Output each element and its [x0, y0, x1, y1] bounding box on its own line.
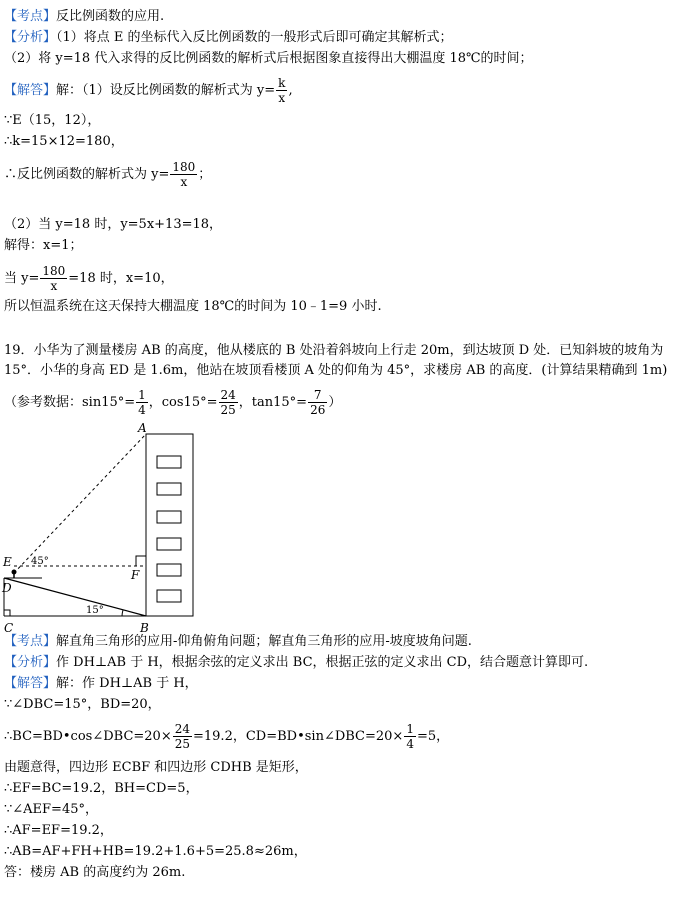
kaodian-line — [4, 8, 164, 26]
label-a: A — [138, 421, 147, 435]
fraction-numerator: 7 — [308, 388, 327, 403]
angle-label-15: 15° — [86, 605, 104, 616]
building-window — [157, 456, 181, 468]
fraction-numerator: 180 — [42, 264, 66, 278]
rectangle-line: 由题意得，四边形 ECBF 和四边形 CDHB 是矩形， — [4, 760, 308, 775]
geometry-figure — [0, 418, 200, 634]
when-line — [4, 264, 174, 293]
kaodian-tag: 【考点】 — [4, 634, 57, 649]
jieda-line — [4, 76, 293, 105]
angle-arc-b — [122, 610, 123, 616]
fraction-denominator: x — [180, 175, 188, 189]
fraction-denominator: 4 — [406, 737, 414, 751]
punct: ； — [198, 167, 212, 182]
label-e: E — [3, 555, 12, 569]
building-window — [157, 511, 181, 523]
kaodian-line-19 — [4, 633, 472, 651]
fenxi-line-2: （2）将 y=18 代入求得的反比例函数的解析式后根据图象直接得出大棚温度 18℃的时间； — [4, 51, 533, 66]
building-outline — [146, 434, 193, 616]
fraction-denominator: 4 — [138, 403, 146, 417]
jieda-tag: 【解答】 — [4, 83, 57, 98]
bc-mid-text: =19.2，CD=BD•sin∠DBC=20× — [193, 729, 404, 744]
fraction-numerator: k — [278, 76, 286, 90]
when-text: 当 y= — [4, 271, 40, 286]
fenxi-tag: 【分析】 — [4, 655, 57, 670]
problem-line-1: 19．小华为了测量楼房 AB 的高度，他从楼底的 B 处沿着斜坡向上行走 20m，到达坡顶 D 处．已知斜坡的坡角为 — [4, 343, 664, 358]
fraction-denominator: x — [50, 279, 58, 293]
building-window — [157, 564, 181, 576]
problem-line-2: 15°．小华的身高 ED 是 1.6m，他站在坡顶看楼顶 A 处的仰角为 45°，求楼房 AB 的高度．(计算结果精确到 1m) — [4, 363, 668, 378]
angle-label-45: 45° — [31, 556, 49, 567]
ref-text: ，tan15°= — [238, 395, 308, 410]
jieda-line-19 — [4, 675, 198, 693]
ref-text: ，cos15°= — [148, 395, 218, 410]
fraction-1-4 — [404, 722, 416, 751]
right-angle-mark-f — [136, 556, 146, 566]
part2-line: （2）当 y=18 时，y=5x+13=18， — [4, 217, 223, 232]
fraction-denominator: x — [278, 91, 286, 105]
kaodian-text: 反比例函数的应用. — [56, 9, 165, 24]
fraction-numerator: 1 — [406, 722, 414, 736]
fraction-180-over-x — [170, 160, 197, 189]
label-f: F — [131, 568, 140, 582]
fraction-k-over-x — [276, 76, 287, 105]
ref-text: ） — [328, 395, 342, 410]
solve-x1-line: 解得：x=1； — [4, 238, 83, 253]
fenxi-line-19 — [4, 654, 588, 672]
building-window — [157, 590, 181, 602]
sight-line-ea — [14, 434, 146, 573]
right-angle-mark-c — [4, 610, 10, 616]
fraction-tan15 — [308, 388, 327, 417]
jieda-text: 解：（1）设反比例函数的解析式为 y= — [56, 83, 276, 98]
eye-point-e — [12, 570, 17, 575]
fenxi-text: 作 DH⊥AB 于 H，根据余弦的定义求出 BC，根据正弦的定义求出 CD，结合题意计算即可. — [56, 655, 589, 670]
conclusion-line: 所以恒温系统在这天保持大棚温度 18℃的时间为 10﹣1=9 小时. — [4, 299, 382, 314]
fraction-cos15 — [219, 388, 238, 417]
fraction-numerator: 180 — [172, 160, 196, 174]
label-d: D — [2, 581, 12, 595]
given-dbc-line: ∵∠DBC=15°，BD=20， — [4, 697, 161, 712]
fraction-numerator: 24 — [174, 722, 190, 736]
fraction-numerator: 1 — [138, 388, 146, 402]
ab-line: ∴AB=AF+FH+HB=19.2+1.6+5=25.8≈26m， — [4, 844, 307, 859]
function-line — [4, 160, 211, 189]
jieda-tag: 【解答】 — [4, 676, 57, 691]
kaodian-tag: 【考点】 — [4, 9, 57, 24]
fraction-denominator: 25 — [220, 403, 236, 417]
bc-cd-line — [4, 722, 449, 751]
fenxi-tag: 【分析】 — [4, 30, 57, 45]
building-window — [157, 538, 181, 550]
af-line: ∴AF=EF=19.2， — [4, 823, 113, 838]
when-result: =18 时，x=10， — [68, 271, 174, 286]
fraction-denominator: 26 — [310, 403, 326, 417]
fenxi-line — [4, 29, 453, 47]
cd-result: =5， — [416, 729, 450, 744]
building-window — [157, 483, 181, 495]
fraction-numerator: 24 — [220, 388, 236, 402]
answer-line: 答：楼房 AB 的高度约为 26m. — [4, 865, 186, 880]
k-value-line: ∴k=15×12=180， — [4, 134, 124, 149]
kaodian-text: 解直角三角形的应用-仰角俯角问题；解直角三角形的应用-坡度坡角问题. — [56, 634, 472, 649]
reference-data-line — [4, 388, 341, 417]
given-e-line: ∵E（15，12）， — [4, 113, 101, 128]
fraction-sin15 — [136, 388, 148, 417]
bc-text: ∴BC=BD•cos∠DBC=20× — [4, 729, 172, 744]
ref-text: （参考数据：sin15°= — [4, 395, 136, 410]
fraction-24-25 — [173, 722, 192, 751]
fenxi-text: （1）将点 E 的坐标代入反比例函数的一般形式后即可确定其解析式； — [56, 30, 453, 45]
fraction-180-over-x — [40, 264, 67, 293]
angle-aef-line: ∵∠AEF=45°， — [4, 802, 98, 817]
label-c: C — [4, 621, 14, 634]
punct: , — [288, 83, 293, 98]
slope-db — [4, 578, 146, 616]
fraction-denominator: 25 — [174, 737, 190, 751]
ef-bh-line: ∴EF=BC=19.2，BH=CD=5， — [4, 781, 199, 796]
function-text: ∴反比例函数的解析式为 y= — [4, 167, 170, 182]
label-b: B — [140, 621, 149, 634]
jieda-text: 解：作 DH⊥AB 于 H， — [56, 676, 198, 691]
